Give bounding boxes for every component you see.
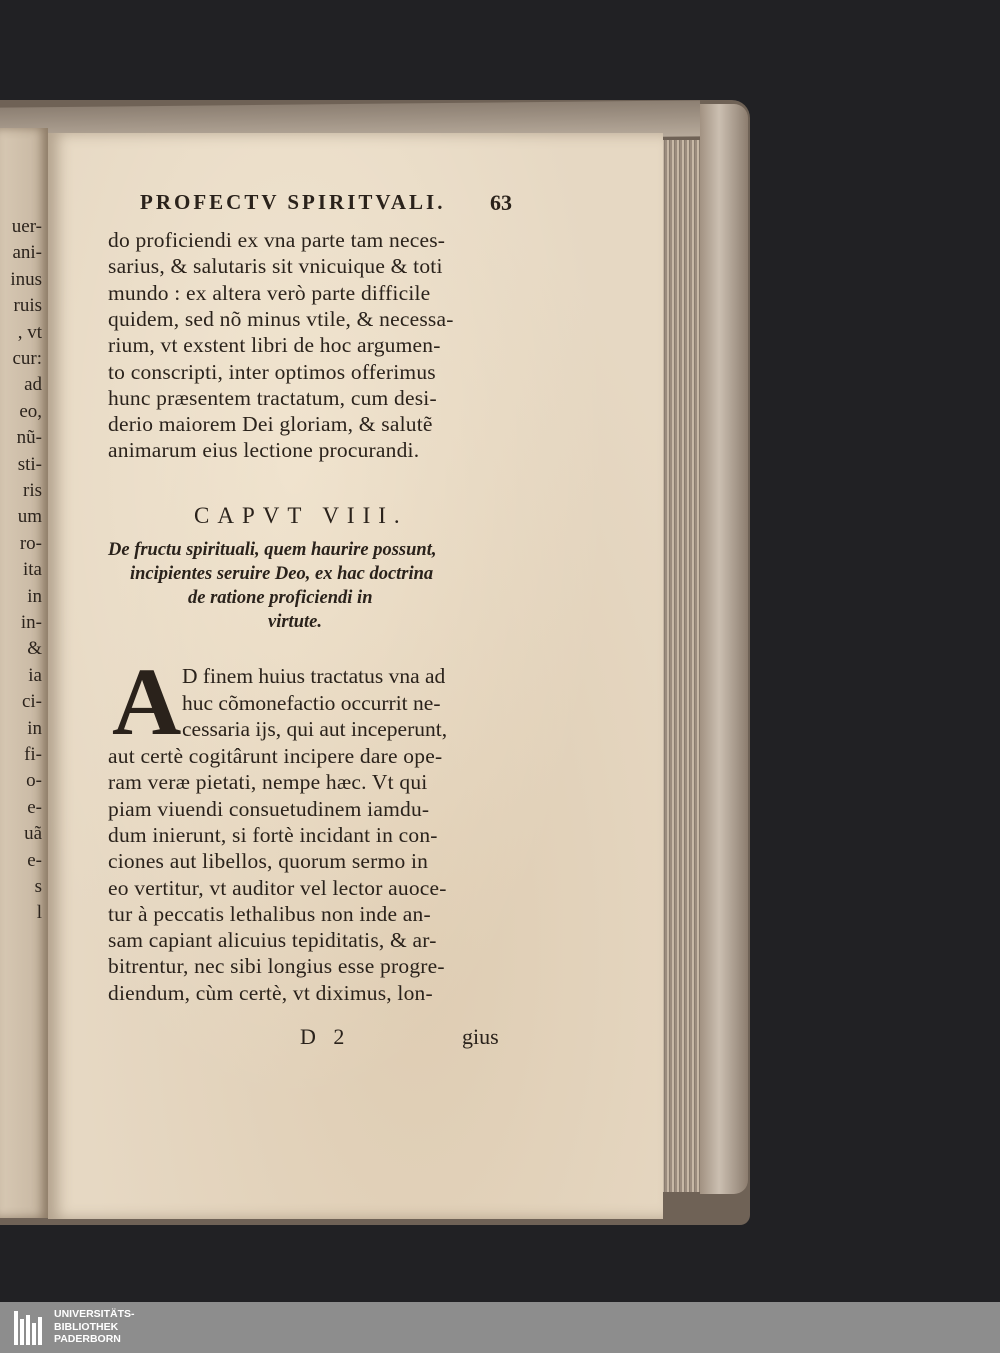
text-line: sarius, & salutaris sit vnicuique & toti bbox=[108, 254, 443, 279]
text-line: dum inierunt, si fortè incidant in con- bbox=[108, 822, 438, 847]
text-line: quidem, sed nõ minus vtile, & necessa- bbox=[108, 306, 454, 331]
left-page-fragment: in bbox=[27, 717, 42, 739]
library-logo-text bbox=[54, 1308, 135, 1346]
text-line: cessaria ijs, qui aut inceperunt, bbox=[182, 717, 448, 741]
text-line: hunc præsentem tractatum, cum desi- bbox=[108, 385, 437, 410]
left-page-fragment: ita bbox=[23, 559, 42, 581]
left-page-fragment: ci- bbox=[21, 691, 42, 713]
left-page-fragment: , vt bbox=[17, 321, 42, 343]
text-line: huc cõmonefactio occurrit ne- bbox=[182, 690, 441, 715]
left-page-fragment: cur: bbox=[12, 348, 42, 369]
text-line: ciones aut libellos, quorum sermo in bbox=[108, 849, 429, 874]
text-line: sam capiant alicuius tepiditatis, & ar- bbox=[108, 928, 437, 953]
left-page-fragment: inus bbox=[10, 268, 42, 290]
logo-line-1: UNIVERSITÄTS- bbox=[54, 1308, 135, 1320]
left-page-fragment: o- bbox=[26, 770, 42, 792]
running-head: PROFECTV SPIRITVALI. bbox=[140, 190, 446, 214]
left-page-fragment: uer- bbox=[11, 216, 42, 237]
left-page-fragment: eo, bbox=[19, 400, 42, 422]
text-line: rium, vt exstent libri de hoc argumen- bbox=[108, 333, 441, 358]
text-line: do proficiendi ex vna parte tam neces- bbox=[108, 228, 446, 252]
text-line: aut certè cogitârunt incipere dare ope- bbox=[108, 744, 443, 768]
text-line: derio maiorem Dei gloriam, & salutẽ bbox=[108, 412, 433, 437]
subtitle-line: de ratione proficiendi in bbox=[188, 588, 373, 608]
left-page-fragment: um bbox=[17, 506, 42, 528]
text-line: mundo : ex altera verò parte difficile bbox=[108, 280, 431, 305]
left-page-fragment: ani- bbox=[12, 242, 42, 264]
subtitle-line: virtute. bbox=[268, 612, 322, 632]
logo-line-3: PADERBORN bbox=[54, 1333, 121, 1345]
left-page-fragment: sti- bbox=[17, 453, 42, 475]
left-page-fragment: & bbox=[27, 638, 42, 660]
left-page-fragment: e- bbox=[27, 796, 42, 818]
text-line: animarum eius lectione procurandi. bbox=[108, 438, 420, 463]
left-page-fragment: ia bbox=[28, 664, 42, 686]
text-line: eo vertitur, vt auditor vel lector auoce- bbox=[108, 875, 447, 900]
text-line: tur à peccatis lethalibus non inde an- bbox=[108, 901, 431, 926]
left-page-fragment: fi- bbox=[24, 744, 42, 765]
book-binding-edge bbox=[700, 104, 748, 1194]
left-page-fragment: ad bbox=[24, 374, 42, 396]
left-page-fragment: e- bbox=[27, 849, 42, 871]
logo-line-2: BIBLIOTHEK bbox=[54, 1320, 119, 1333]
library-footer bbox=[0, 1302, 1000, 1353]
catchword: gius bbox=[462, 1024, 499, 1049]
page-number: 63 bbox=[490, 190, 512, 215]
text-line: diendum, cùm certè, vt diximus, lon- bbox=[108, 980, 433, 1005]
text-line: bitrentur, nec sibi longius esse progre- bbox=[108, 954, 445, 979]
text-line: to conscripti, inter optimos offerimus bbox=[108, 359, 436, 384]
left-page-fragment: uã bbox=[24, 823, 42, 845]
subtitle-line: incipientes seruire Deo, ex hac doctrina bbox=[130, 564, 434, 584]
left-page-fragment: ruis bbox=[13, 295, 42, 317]
text-line: piam viuendi consuetudinem iamdu- bbox=[108, 796, 430, 821]
left-page-fragment: s bbox=[34, 876, 42, 897]
subtitle-line: De fructu spirituali, quem haurire possunt, bbox=[108, 540, 437, 560]
chapter-heading: CAPVT VIII. bbox=[194, 503, 408, 528]
drop-cap: A bbox=[112, 648, 182, 755]
text-line: ram veræ pietati, nempe hæc. Vt qui bbox=[108, 770, 428, 795]
left-page-fragment: ro- bbox=[19, 532, 42, 554]
left-page-fragment: in bbox=[27, 585, 42, 607]
signature-mark: D 2 bbox=[300, 1024, 351, 1049]
left-page-fragment: ris bbox=[23, 480, 42, 501]
left-page-fragment: l bbox=[36, 902, 42, 924]
library-logo-icon bbox=[14, 1311, 46, 1345]
left-page-fragment: in- bbox=[20, 612, 42, 633]
text-line: D finem huius tractatus vna ad bbox=[182, 664, 446, 688]
left-page-fragment: nũ- bbox=[16, 427, 42, 449]
